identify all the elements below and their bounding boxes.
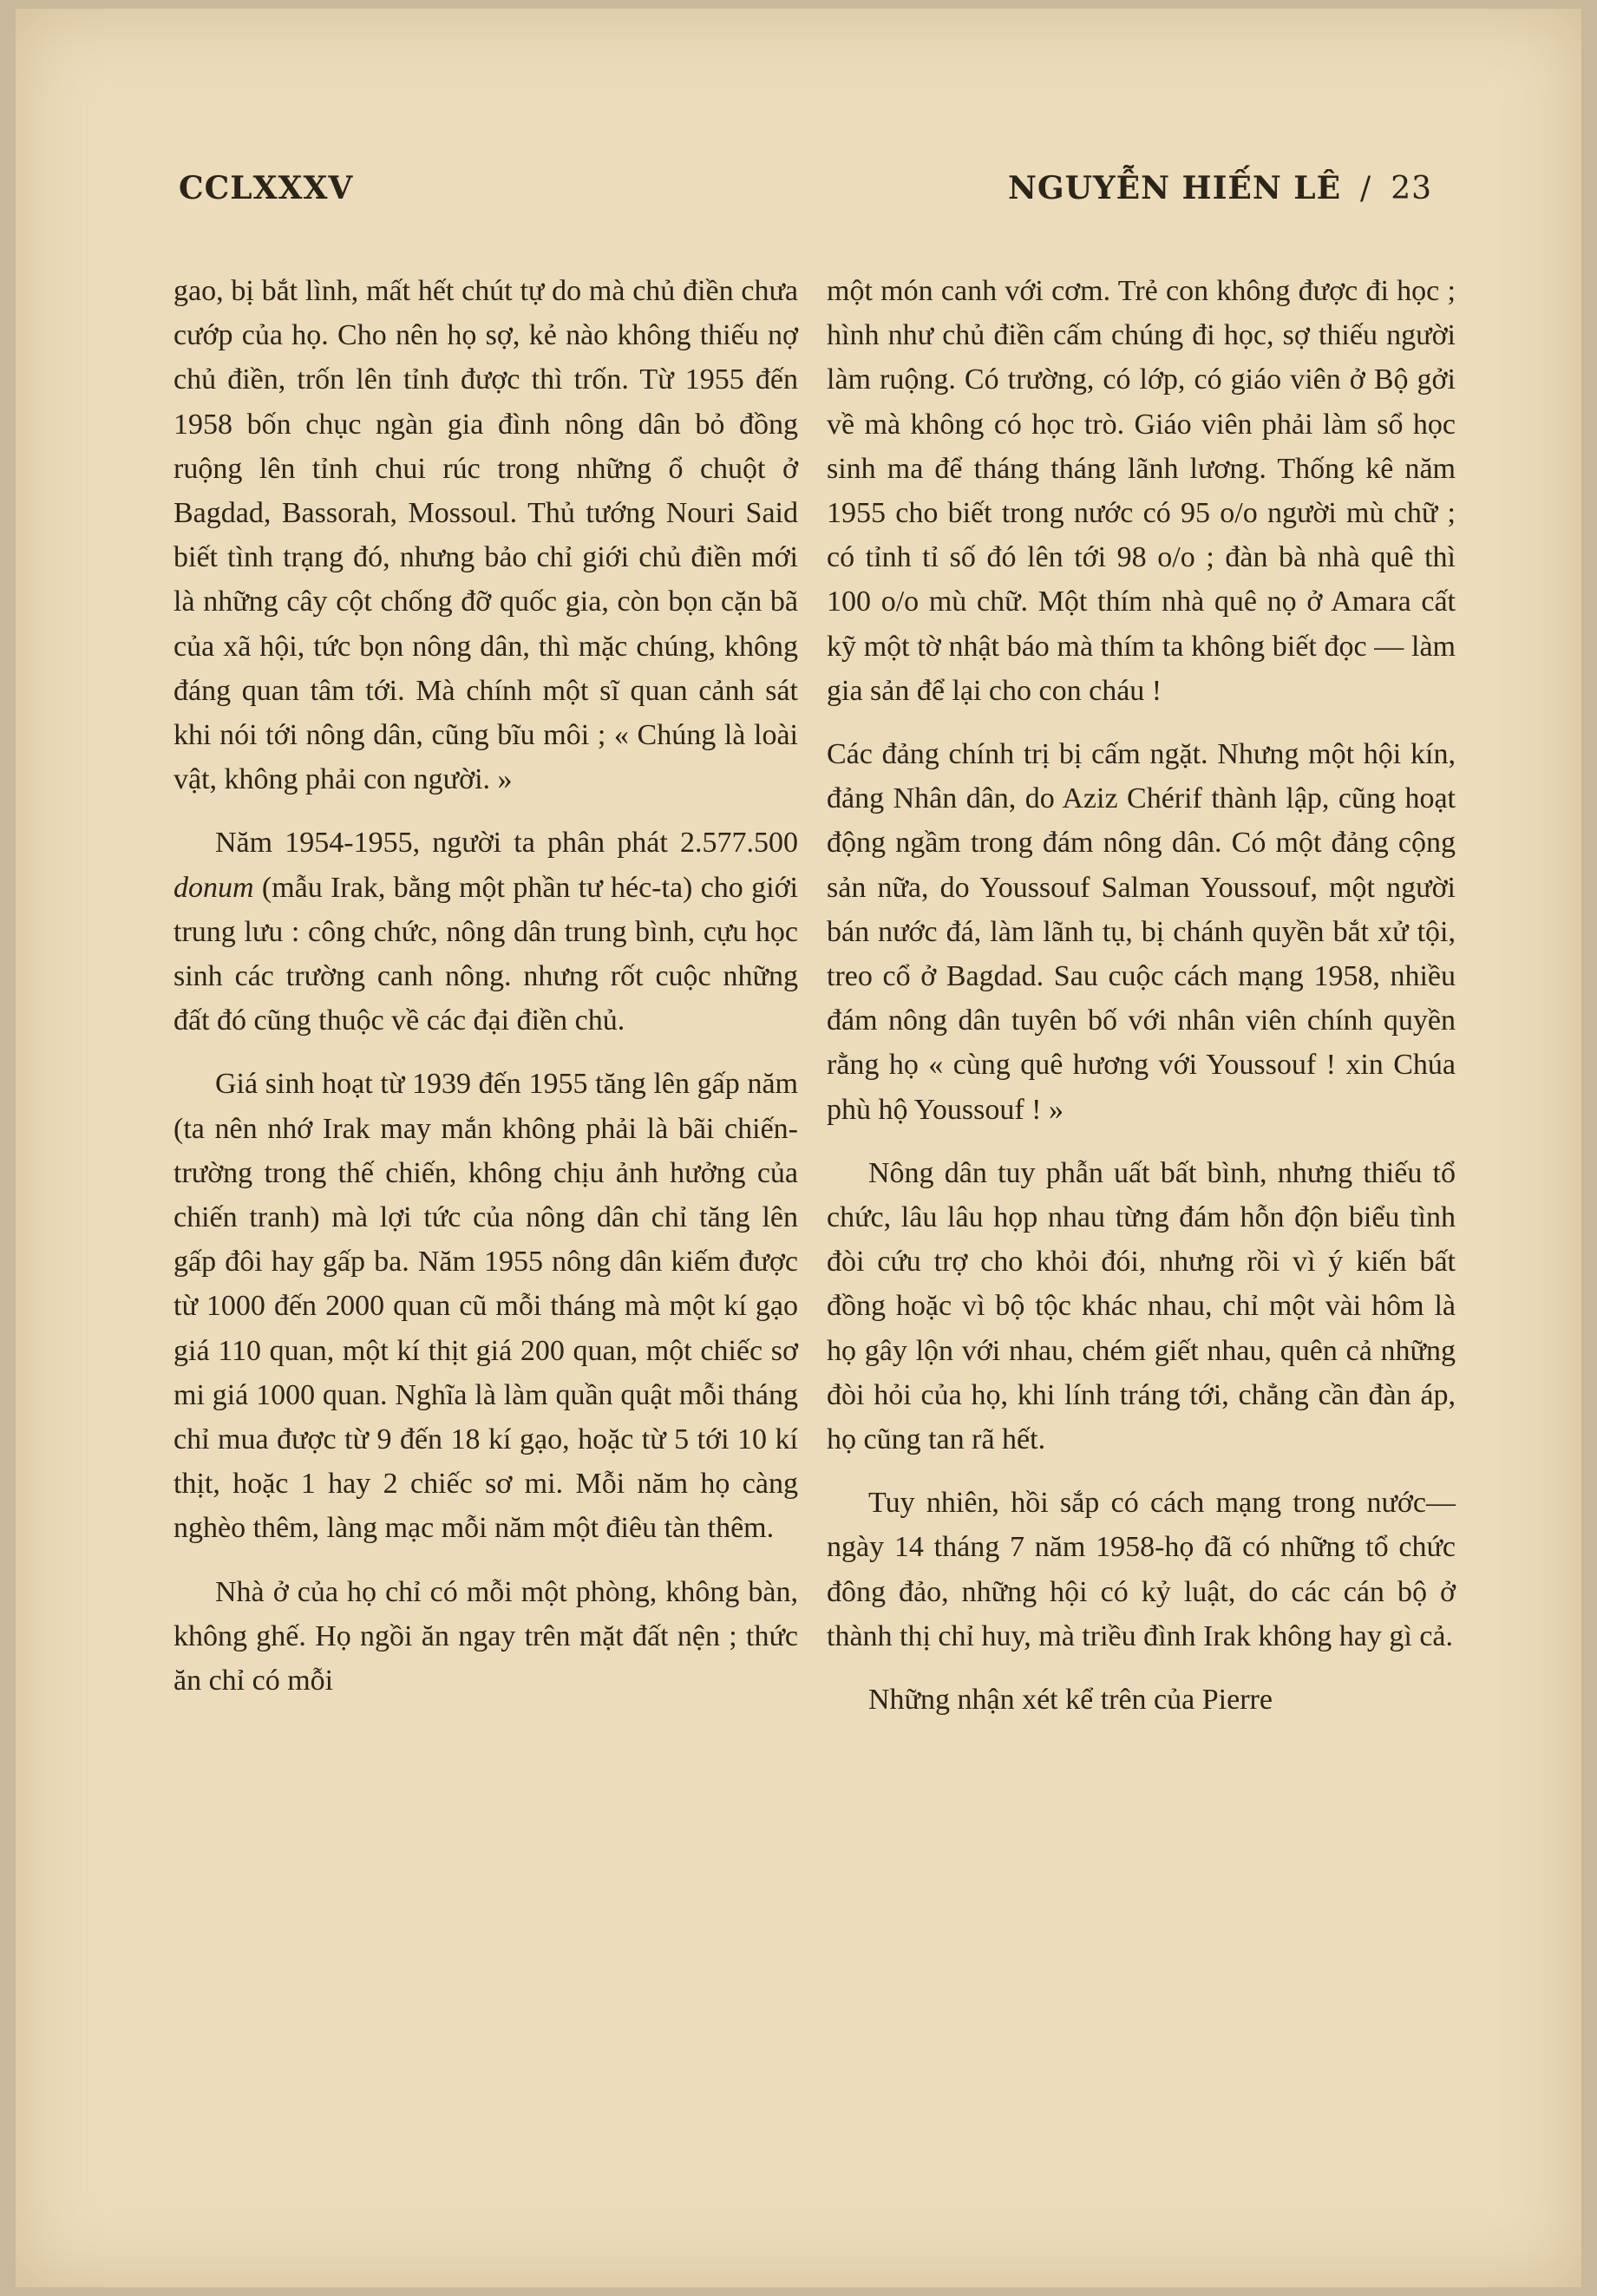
paragraph: một món canh với cơm. Trẻ con không được đi học ; hình như chủ điền cấm chúng đi học, sợ thiếu người làm ruộng. Có trường, có lớp, có giáo viên ở Bộ gởi về mà không có học trò. Giáo viên phải làm sổ học sinh ma để tháng tháng lãnh lương. Thống kê năm 1955 cho biết trong nước có 95 o/o người mù chữ ; có tỉnh tỉ số đó lên tới 98 o/o ; đàn bà nhà quê thì 100 o/o mù chữ. Một thím nhà quê nọ ở Amara cất kỹ một tờ nhật báo mà thím ta không biết đọc — làm gia sản để lại cho con cháu ! bbox=[827, 275, 1456, 707]
paragraph bbox=[173, 821, 798, 1043]
right-column bbox=[827, 269, 1456, 1741]
paragraph: Giá sinh hoạt từ 1939 đến 1955 tăng lên gấp năm (ta nên nhớ Irak may mắn không phải là bãi chiến-trường trong thế chiến, không chịu ảnh hưởng của chiến tranh) mà lợi tức của nông dân chỉ tăng lên gấp đôi hay gấp ba. Năm 1955 nông dân kiếm được từ 1000 đến 2000 quan cũ mỗi tháng mà một kí gạo giá 110 quan, một kí thịt giá 200 quan, một chiếc sơ mi giá 1000 quan. Nghĩa là làm quần quật mỗi tháng chỉ mua được từ 9 đến 18 kí gạo, hoặc từ 5 tới 10 kí thịt, hoặc 1 hay 2 chiếc sơ mi. Mỗi năm họ càng nghèo thêm, làng mạc mỗi năm một điêu tàn thêm. bbox=[173, 1068, 798, 1545]
chapter-numeral: CCLXXXV bbox=[179, 170, 354, 206]
paragraph: Những nhận xét kể trên của Pierre bbox=[868, 1684, 1273, 1717]
paragraph: gao, bị bắt lình, mất hết chút tự do mà chủ điền chưa cướp của họ. Cho nên họ sợ, kẻ nào không thiếu nợ chủ điền, trốn lên tỉnh được thì trốn. Từ 1955 đến 1958 bốn chục ngàn gia đình nông dân bỏ đồng ruộng lên tỉnh chui rúc trong những ổ chuột ở Bagdad, Bassorah, Mossoul. Thủ tướng Nouri Said biết tình trạng đó, nhưng bảo chỉ giới chủ điền mới là những cây cột chống đỡ quốc gia, còn bọn cặn bã của xã hội, tức bọn nông dân, thì mặc chúng, không đáng quan tâm tới. Mà chính một sĩ quan cảnh sát khi nói tới nông dân, cũng bĩu môi ; « Chúng là loài vật, không phải con người. » bbox=[173, 275, 798, 796]
running-header bbox=[179, 170, 1432, 219]
header-right bbox=[1008, 170, 1432, 206]
paragraph-text: (mẫu Irak, bằng một phần tư héc-ta) cho giới trung lưu : công chức, nông dân trung bình, cựu học sinh các trường canh nông. nhưng rốt cuộc những đất đó cũng thuộc về các đại điền chủ. bbox=[173, 871, 798, 1037]
page-number: 23 bbox=[1391, 171, 1432, 206]
italic-term: donum bbox=[173, 871, 254, 904]
paragraph: Nhà ở của họ chỉ có mỗi một phòng, không bàn, không ghế. Họ ngồi ăn ngay trên mặt đất nện ; thức ăn chỉ có mỗi bbox=[173, 1575, 798, 1697]
paragraph: Các đảng chính trị bị cấm ngặt. Nhưng một hội kín, đảng Nhân dân, do Aziz Chérif thành lập, cũng hoạt động ngầm trong đám nông dân. Có một đảng cộng sản nữa, do Youssouf Salman Youssouf, một người bán nước đá, làm lãnh tụ, bị chánh quyền bắt xử tội, treo cổ ở Bagdad. Sau cuộc cách mạng 1958, nhiều đám nông dân tuyên bố với nhân viên chính quyền rằng họ « cùng quê hương với Youssouf ! xin Chúa phù hộ Youssouf ! » bbox=[827, 738, 1456, 1126]
paragraph: Nông dân tuy phẫn uất bất bình, nhưng thiếu tổ chức, lâu lâu họp nhau từng đám hỗn độn biểu tình đòi cứu trợ cho khỏi đói, nhưng rồi vì ý kiến bất đồng hoặc vì bộ tộc khác nhau, chỉ một vài hôm là họ gây lộn với nhau, chém giết nhau, quên cả những đòi hỏi của họ, khi lính tráng tới, chẳng cần đàn áp, họ cũng tan rã hết. bbox=[827, 1156, 1456, 1456]
header-separator: / bbox=[1360, 171, 1372, 206]
author-name: NGUYỄN HIẾN LÊ bbox=[1007, 170, 1342, 206]
left-column bbox=[173, 269, 798, 1722]
book-page bbox=[16, 9, 1581, 2287]
paragraph-text: Năm 1954-1955, người ta phân phát 2.577.500 bbox=[215, 827, 798, 860]
paragraph: Tuy nhiên, hồi sắp có cách mạng trong nước—ngày 14 tháng 7 năm 1958-họ đã có những tổ chức đông đảo, những hội có kỷ luật, do các cán bộ ở thành thị chỉ huy, mà triều đình Irak không hay gì cả. bbox=[827, 1487, 1456, 1652]
